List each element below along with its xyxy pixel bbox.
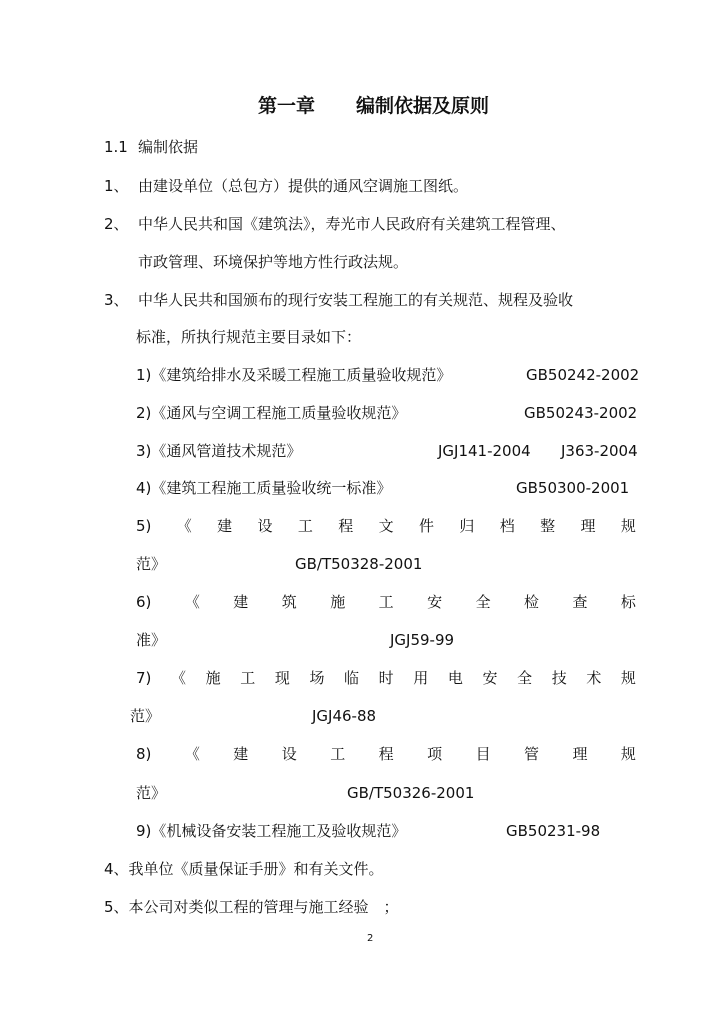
standard-code: GB/T50328-2001 (295, 555, 423, 573)
justified-char: 工 (330, 745, 346, 763)
item-number: 1、 (104, 177, 129, 195)
justified-char: 建 (217, 517, 233, 535)
justified-char: 程 (378, 745, 394, 763)
justified-char: 临 (344, 669, 360, 687)
standard-code-secondary: J363-2004 (561, 442, 638, 460)
justified-char: 时 (378, 669, 394, 687)
justified-char: 标 (620, 593, 636, 611)
justified-char: 规 (620, 745, 636, 763)
justified-char: 归 (459, 517, 475, 535)
justified-char: 查 (572, 593, 588, 611)
standard-title: 1)《建筑给排水及采暖工程施工质量验收规范》 (136, 366, 452, 384)
standard-code: JGJ59-99 (390, 631, 455, 649)
standard-code: GB50243-2002 (524, 404, 638, 422)
justified-char: 技 (551, 669, 567, 687)
item-text: 由建设单位（总包方）提供的通风空调施工图纸。 (138, 177, 469, 195)
standard-title: 2)《通风与空调工程施工质量验收规范》 (136, 404, 407, 422)
item-text: 中华人民共和国颁布的现行安装工程施工的有关规范、规程及验收 (138, 291, 574, 309)
chapter-number: 第一章 (258, 95, 316, 117)
standard-title-continued: 范》 (136, 555, 167, 573)
justified-char: 8) (136, 745, 152, 763)
justified-char: 《 (176, 517, 192, 535)
page-number: 2 (367, 933, 374, 944)
justified-char: 工 (240, 669, 256, 687)
justified-char: 件 (419, 517, 435, 535)
standard-code: JGJ46-88 (312, 707, 377, 725)
justified-char: 工 (378, 593, 394, 611)
justified-char: 项 (427, 745, 443, 763)
justified-char: 设 (257, 517, 273, 535)
justified-char: 全 (517, 669, 533, 687)
justified-char: 7) (136, 669, 152, 687)
standard-title-justified (136, 517, 636, 535)
justified-char: 5) (136, 517, 152, 535)
justified-char: 检 (524, 593, 540, 611)
justified-char: 术 (586, 669, 602, 687)
justified-char: 筑 (281, 593, 297, 611)
standard-code: GB50242-2002 (526, 366, 640, 384)
standard-title-justified (136, 593, 636, 611)
standard-title: 9)《机械设备安装工程施工及验收规范》 (136, 822, 407, 840)
justified-char: 建 (233, 593, 249, 611)
justified-char: 用 (413, 669, 429, 687)
justified-char: 规 (620, 517, 636, 535)
item-text: 5、本公司对类似工程的管理与施工经验 ； (104, 898, 399, 916)
standard-code: GB/T50326-2001 (347, 784, 475, 802)
justified-char: 《 (184, 593, 200, 611)
standard-code: JGJ141-2004 (438, 442, 531, 460)
justified-char: 工 (297, 517, 313, 535)
justified-char: 场 (309, 669, 325, 687)
justified-char: 《 (184, 745, 200, 763)
justified-char: 施 (205, 669, 221, 687)
item-text-continued: 市政管理、环境保护等地方性行政法规。 (138, 253, 409, 271)
justified-char: 《 (171, 669, 187, 687)
section-title: 编制依据 (138, 138, 199, 156)
chapter-title: 编制依据及原则 (356, 95, 490, 117)
justified-char: 整 (540, 517, 556, 535)
justified-char: 设 (281, 745, 297, 763)
standard-title-continued: 范》 (130, 707, 161, 725)
standard-title-justified (136, 669, 636, 687)
justified-char: 规 (620, 669, 636, 687)
justified-char: 目 (475, 745, 491, 763)
justified-char: 理 (580, 517, 596, 535)
justified-char: 施 (330, 593, 346, 611)
item-number: 3、 (104, 291, 129, 309)
justified-char: 现 (274, 669, 290, 687)
justified-char: 管 (524, 745, 540, 763)
standard-code: GB50300-2001 (516, 479, 630, 497)
justified-char: 文 (378, 517, 394, 535)
justified-char: 理 (572, 745, 588, 763)
standard-title-continued: 准》 (136, 631, 167, 649)
standard-title: 4)《建筑工程施工质量验收统一标准》 (136, 479, 392, 497)
justified-char: 6) (136, 593, 152, 611)
item-number: 2、 (104, 215, 129, 233)
standard-title: 3)《通风管道技术规范》 (136, 442, 302, 460)
item-text: 4、我单位《质量保证手册》和有关文件。 (104, 860, 384, 878)
justified-char: 安 (482, 669, 498, 687)
justified-char: 程 (338, 517, 354, 535)
item-text: 中华人民共和国《建筑法》，寿光市人民政府有关建筑工程管理、 (138, 215, 566, 233)
justified-char: 档 (499, 517, 515, 535)
justified-char: 安 (427, 593, 443, 611)
standard-title-continued: 范》 (136, 784, 167, 802)
justified-char: 建 (233, 745, 249, 763)
standard-title-justified (136, 745, 636, 763)
item-text-continued: 标准，所执行规范主要目录如下： (136, 328, 362, 346)
section-number: 1.1 (104, 138, 128, 156)
justified-char: 全 (475, 593, 491, 611)
justified-char: 电 (447, 669, 463, 687)
standard-code: GB50231-98 (506, 822, 601, 840)
